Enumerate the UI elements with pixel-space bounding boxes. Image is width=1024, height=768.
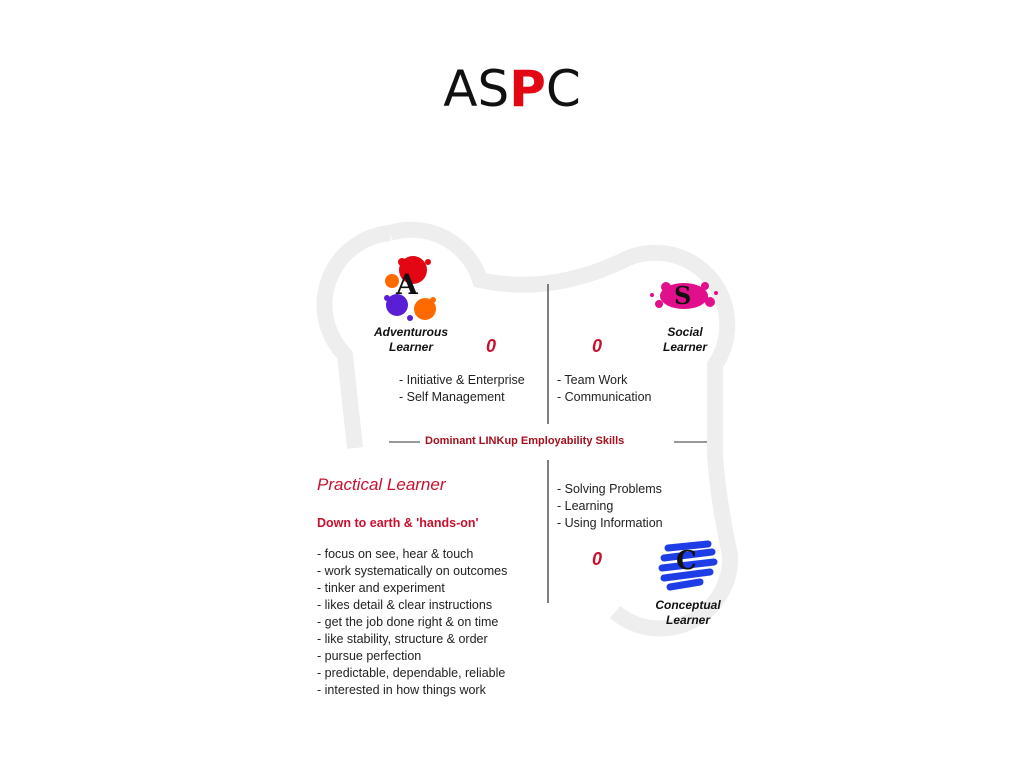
adventurous-name-line1: Adventurous: [373, 325, 448, 339]
trait-item: - interested in how things work: [317, 683, 486, 697]
practical-learner-subtitle: Down to earth & 'hands-on': [317, 516, 479, 530]
title-suffix: C: [545, 60, 581, 118]
title-highlight: P: [509, 60, 546, 118]
dominant-skills-label: Dominant LINKup Employability Skills: [425, 435, 625, 447]
trait-item: - predictable, dependable, reliable: [317, 666, 506, 680]
title-prefix: AS: [443, 60, 510, 118]
adventurous-skills: [399, 372, 525, 406]
adventurous-score: 0: [486, 336, 497, 356]
conceptual-name-line2: Learner: [665, 613, 711, 627]
trait-item: - likes detail & clear instructions: [317, 598, 493, 612]
conceptual-letter: C: [676, 546, 697, 576]
adventurous-name-line2: Learner: [388, 340, 434, 354]
skill-item: - Learning: [557, 499, 614, 513]
social-skills: [557, 372, 651, 406]
trait-item: - get the job done right & on time: [317, 615, 499, 629]
conceptual-learner-label: [640, 598, 736, 628]
social-name-line1: Social: [667, 325, 703, 339]
social-name-line2: Learner: [662, 340, 708, 354]
skill-item: - Self Management: [399, 390, 505, 404]
social-letter: S: [674, 281, 692, 310]
conceptual-name-line1: Conceptual: [655, 598, 721, 612]
trait-item: - work systematically on outcomes: [317, 564, 508, 578]
social-score: 0: [592, 336, 603, 356]
skill-item: - Initiative & Enterprise: [399, 373, 525, 387]
skill-item: - Solving Problems: [557, 482, 662, 496]
conceptual-score: 0: [592, 549, 603, 569]
conceptual-skills: [557, 481, 663, 532]
skill-item: - Using Information: [557, 516, 663, 530]
trait-item: - tinker and experiment: [317, 581, 445, 595]
adventurous-letter: A: [396, 268, 418, 301]
practical-traits-list: [317, 546, 507, 699]
social-learner-label: [645, 325, 725, 355]
trait-item: - like stability, structure & order: [317, 632, 488, 646]
skill-item: - Team Work: [557, 373, 628, 387]
trait-item: - focus on see, hear & touch: [317, 547, 474, 561]
adventurous-learner-label: [360, 325, 462, 355]
trait-item: - pursue perfection: [317, 649, 422, 663]
skill-item: - Communication: [557, 390, 652, 404]
practical-learner-title: Practical Learner: [317, 475, 446, 494]
